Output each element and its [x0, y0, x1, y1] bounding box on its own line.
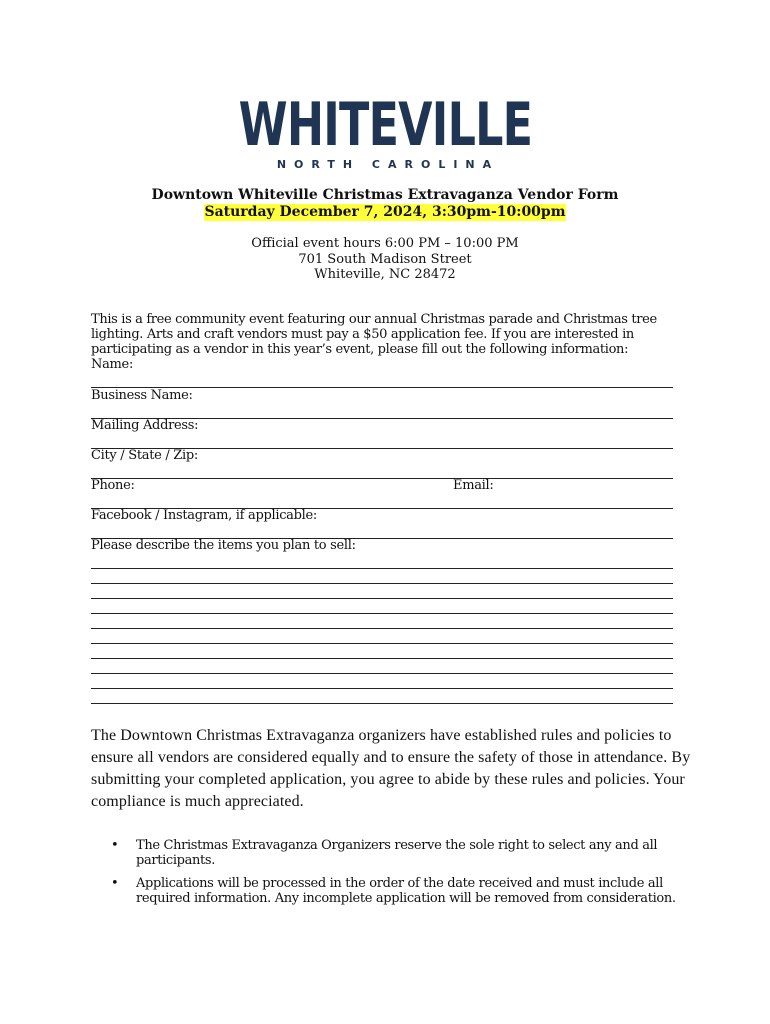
email-label: Email: [453, 478, 494, 493]
phone-email-field[interactable] [91, 478, 673, 493]
description-line[interactable] [91, 673, 673, 674]
description-line[interactable] [91, 568, 673, 569]
city-state-zip-field[interactable] [91, 448, 673, 463]
event-city: Whiteville, NC 28472 [314, 267, 456, 282]
form-heading [0, 187, 770, 221]
intro-paragraph: This is a free community event featuring our annual Christmas parade and Christmas tree lighting. Arts and craft vendors must pay a $50 application fee. If you are interested in participating as a vendor in this year’s event, please fill out the following information: [91, 312, 657, 357]
mailing-address-field[interactable] [91, 418, 673, 433]
policy-statement: The Downtown Christmas Extravaganza organizers have established rules and policies to ensure all vendors are considered equally and to ensure the safety of those in attendance. By submitting your completed application, you agree to abide by these rules and policies. Your compliance is much appreciated. [91, 727, 691, 810]
name-label: Name: [91, 357, 134, 372]
items-description-label: Please describe the items you plan to sell: [91, 538, 356, 553]
rule-item [109, 838, 684, 868]
bullet-icon: • [111, 838, 119, 853]
rule-item [109, 876, 684, 906]
rule-text: Applications will be processed in the order of the date received and must include all required information. Any incomplete application will be removed from consideration. [136, 876, 676, 906]
description-line[interactable] [91, 643, 673, 644]
mailing-address-label: Mailing Address: [91, 418, 199, 433]
description-line[interactable] [91, 658, 673, 659]
business-name-field[interactable] [91, 388, 673, 403]
rule-text: The Christmas Extravaganza Organizers reserve the sole right to select any and all participants. [136, 838, 658, 868]
social-media-field[interactable] [91, 508, 673, 523]
description-line[interactable] [91, 613, 673, 614]
name-field[interactable] [91, 357, 673, 372]
logo-wordmark: WHITEVILLE [238, 90, 532, 160]
form-title: Downtown Whiteville Christmas Extravaganza Vendor Form [151, 187, 619, 203]
phone-label: Phone: [91, 478, 135, 493]
event-street: 701 South Madison Street [298, 251, 472, 267]
description-line[interactable] [91, 598, 673, 599]
items-description-field[interactable] [91, 538, 673, 553]
logo-subtitle: NORTH CAROLINA [276, 158, 500, 171]
bullet-icon: • [111, 876, 119, 891]
description-line[interactable] [91, 703, 673, 704]
rules-list [109, 838, 684, 914]
business-name-label: Business Name: [91, 388, 193, 403]
event-date-highlight: Saturday December 7, 2024, 3:30pm-10:00pm [204, 204, 566, 220]
social-media-label: Facebook / Instagram, if applicable: [91, 508, 317, 523]
event-hours: Official event hours 6:00 PM – 10:00 PM [251, 236, 519, 251]
description-line[interactable] [91, 688, 673, 689]
description-line[interactable] [91, 628, 673, 629]
description-line[interactable] [91, 583, 673, 584]
city-state-zip-label: City / State / Zip: [91, 448, 198, 463]
event-info [0, 236, 770, 283]
whiteville-logo [0, 92, 770, 171]
